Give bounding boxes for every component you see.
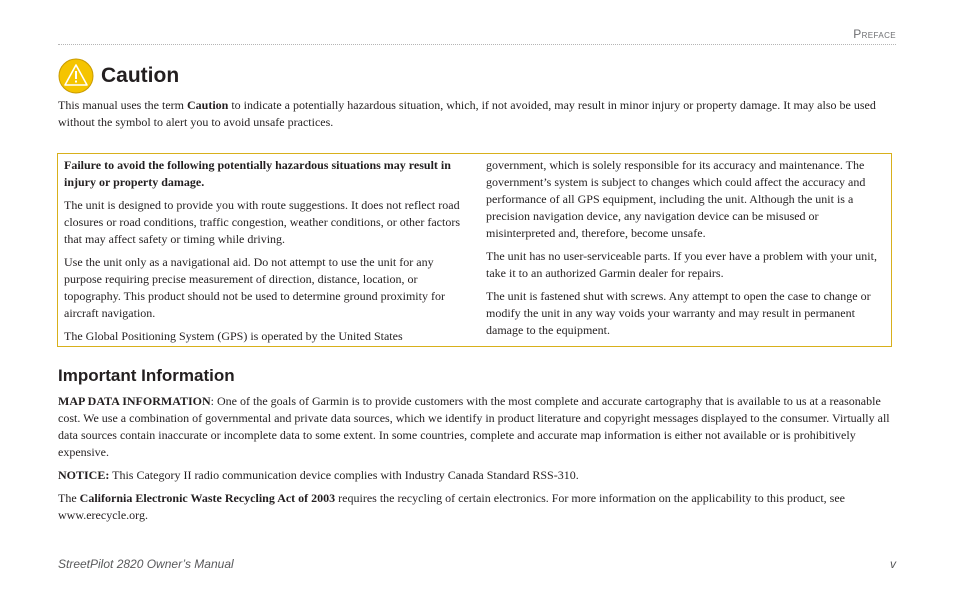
warning-heading: [64, 157, 469, 191]
caution-title: Caution: [101, 64, 180, 87]
intro-text-2: to indicate a potentially hazardous situation, which, if not avoided, may result in minor injury or property damage. It may also be used without the symbol to alert you to avoid unsafe practices.: [58, 98, 876, 129]
warning-heading-text: Failure to avoid the following potentially hazardous situations may result in injury or property damage.: [64, 158, 451, 189]
ewaste-paragraph: [58, 490, 898, 524]
caution-heading: [58, 58, 179, 94]
ewaste-text-1: The: [58, 491, 80, 505]
header-divider: [58, 44, 896, 45]
important-info-title: Important Information: [58, 366, 235, 385]
footer-page-number: v: [890, 557, 896, 571]
warning-box: [57, 153, 892, 347]
notice-paragraph: [58, 467, 898, 484]
map-data-paragraph: [58, 393, 898, 461]
warning-paragraph: The Global Positioning System (GPS) is operated by the United States: [64, 329, 403, 343]
footer-manual-title: StreetPilot 2820 Owner’s Manual: [58, 557, 234, 571]
warning-paragraph: The unit is fastened shut with screws. Any attempt to open the case to change or modify the unit in any way voids your warranty and may result in permanent damage to the equipment.: [486, 289, 871, 337]
warning-paragraph: Use the unit only as a navigational aid. Do not attempt to use the unit for any purpose requiring precise measurement of direction, distance, location, or topography. This product should not be used to determine ground proximity for aircraft navigation.: [64, 255, 445, 320]
map-data-text: : One of the goals of Garmin is to provide customers with the most complete and accurate cartography that is available to us at a reasonable cost. We use a combination of governmental and private data sources, which we identify in product literature and copyright messages displayed to the consumer. Virtually all data sources contain inaccurate or incomplete data to some extent. In some countries, complete and accurate map information is either not available or is prohibitively expensive.: [58, 394, 890, 459]
map-data-label: MAP DATA INFORMATION: [58, 394, 211, 408]
warning-left-column: [64, 157, 469, 351]
warning-paragraph: The unit is designed to provide you with route suggestions. It does not reflect road closures or road conditions, traffic congestion, weather conditions, or other factors that may affect safety or timing while driving.: [64, 198, 460, 246]
warning-paragraph: government, which is solely responsible for its accuracy and maintenance. The government’s system is subject to changes which could affect the accuracy and performance of all GPS equipment, including the unit. Although the unit is a precision navigation device, any navigation device can be misused or misinterpreted and, therefore, become unsafe.: [486, 158, 866, 240]
ewaste-text-2: requires the recycling of certain electronics. For more information on the applicability to this product, see www.erecycle.org.: [58, 491, 846, 522]
important-info-body: [58, 393, 898, 530]
ewaste-act-name: California Electronic Waste Recycling Act of 2003: [79, 491, 336, 505]
notice-text: This Category II radio communication device complies with Industry Canada Standard RSS-310.: [109, 468, 579, 482]
warning-right-column: [486, 157, 888, 345]
intro-caution-term: Caution: [186, 98, 229, 112]
intro-text-1: This manual uses the term: [58, 98, 187, 112]
notice-label: NOTICE:: [58, 468, 110, 482]
caution-intro: [58, 97, 888, 131]
header-section-label: Preface: [853, 27, 896, 41]
warning-paragraph: The unit has no user-serviceable parts. If you ever have a problem with your unit, take it to an authorized Garmin dealer for repairs.: [486, 249, 877, 280]
caution-icon: [58, 58, 94, 94]
